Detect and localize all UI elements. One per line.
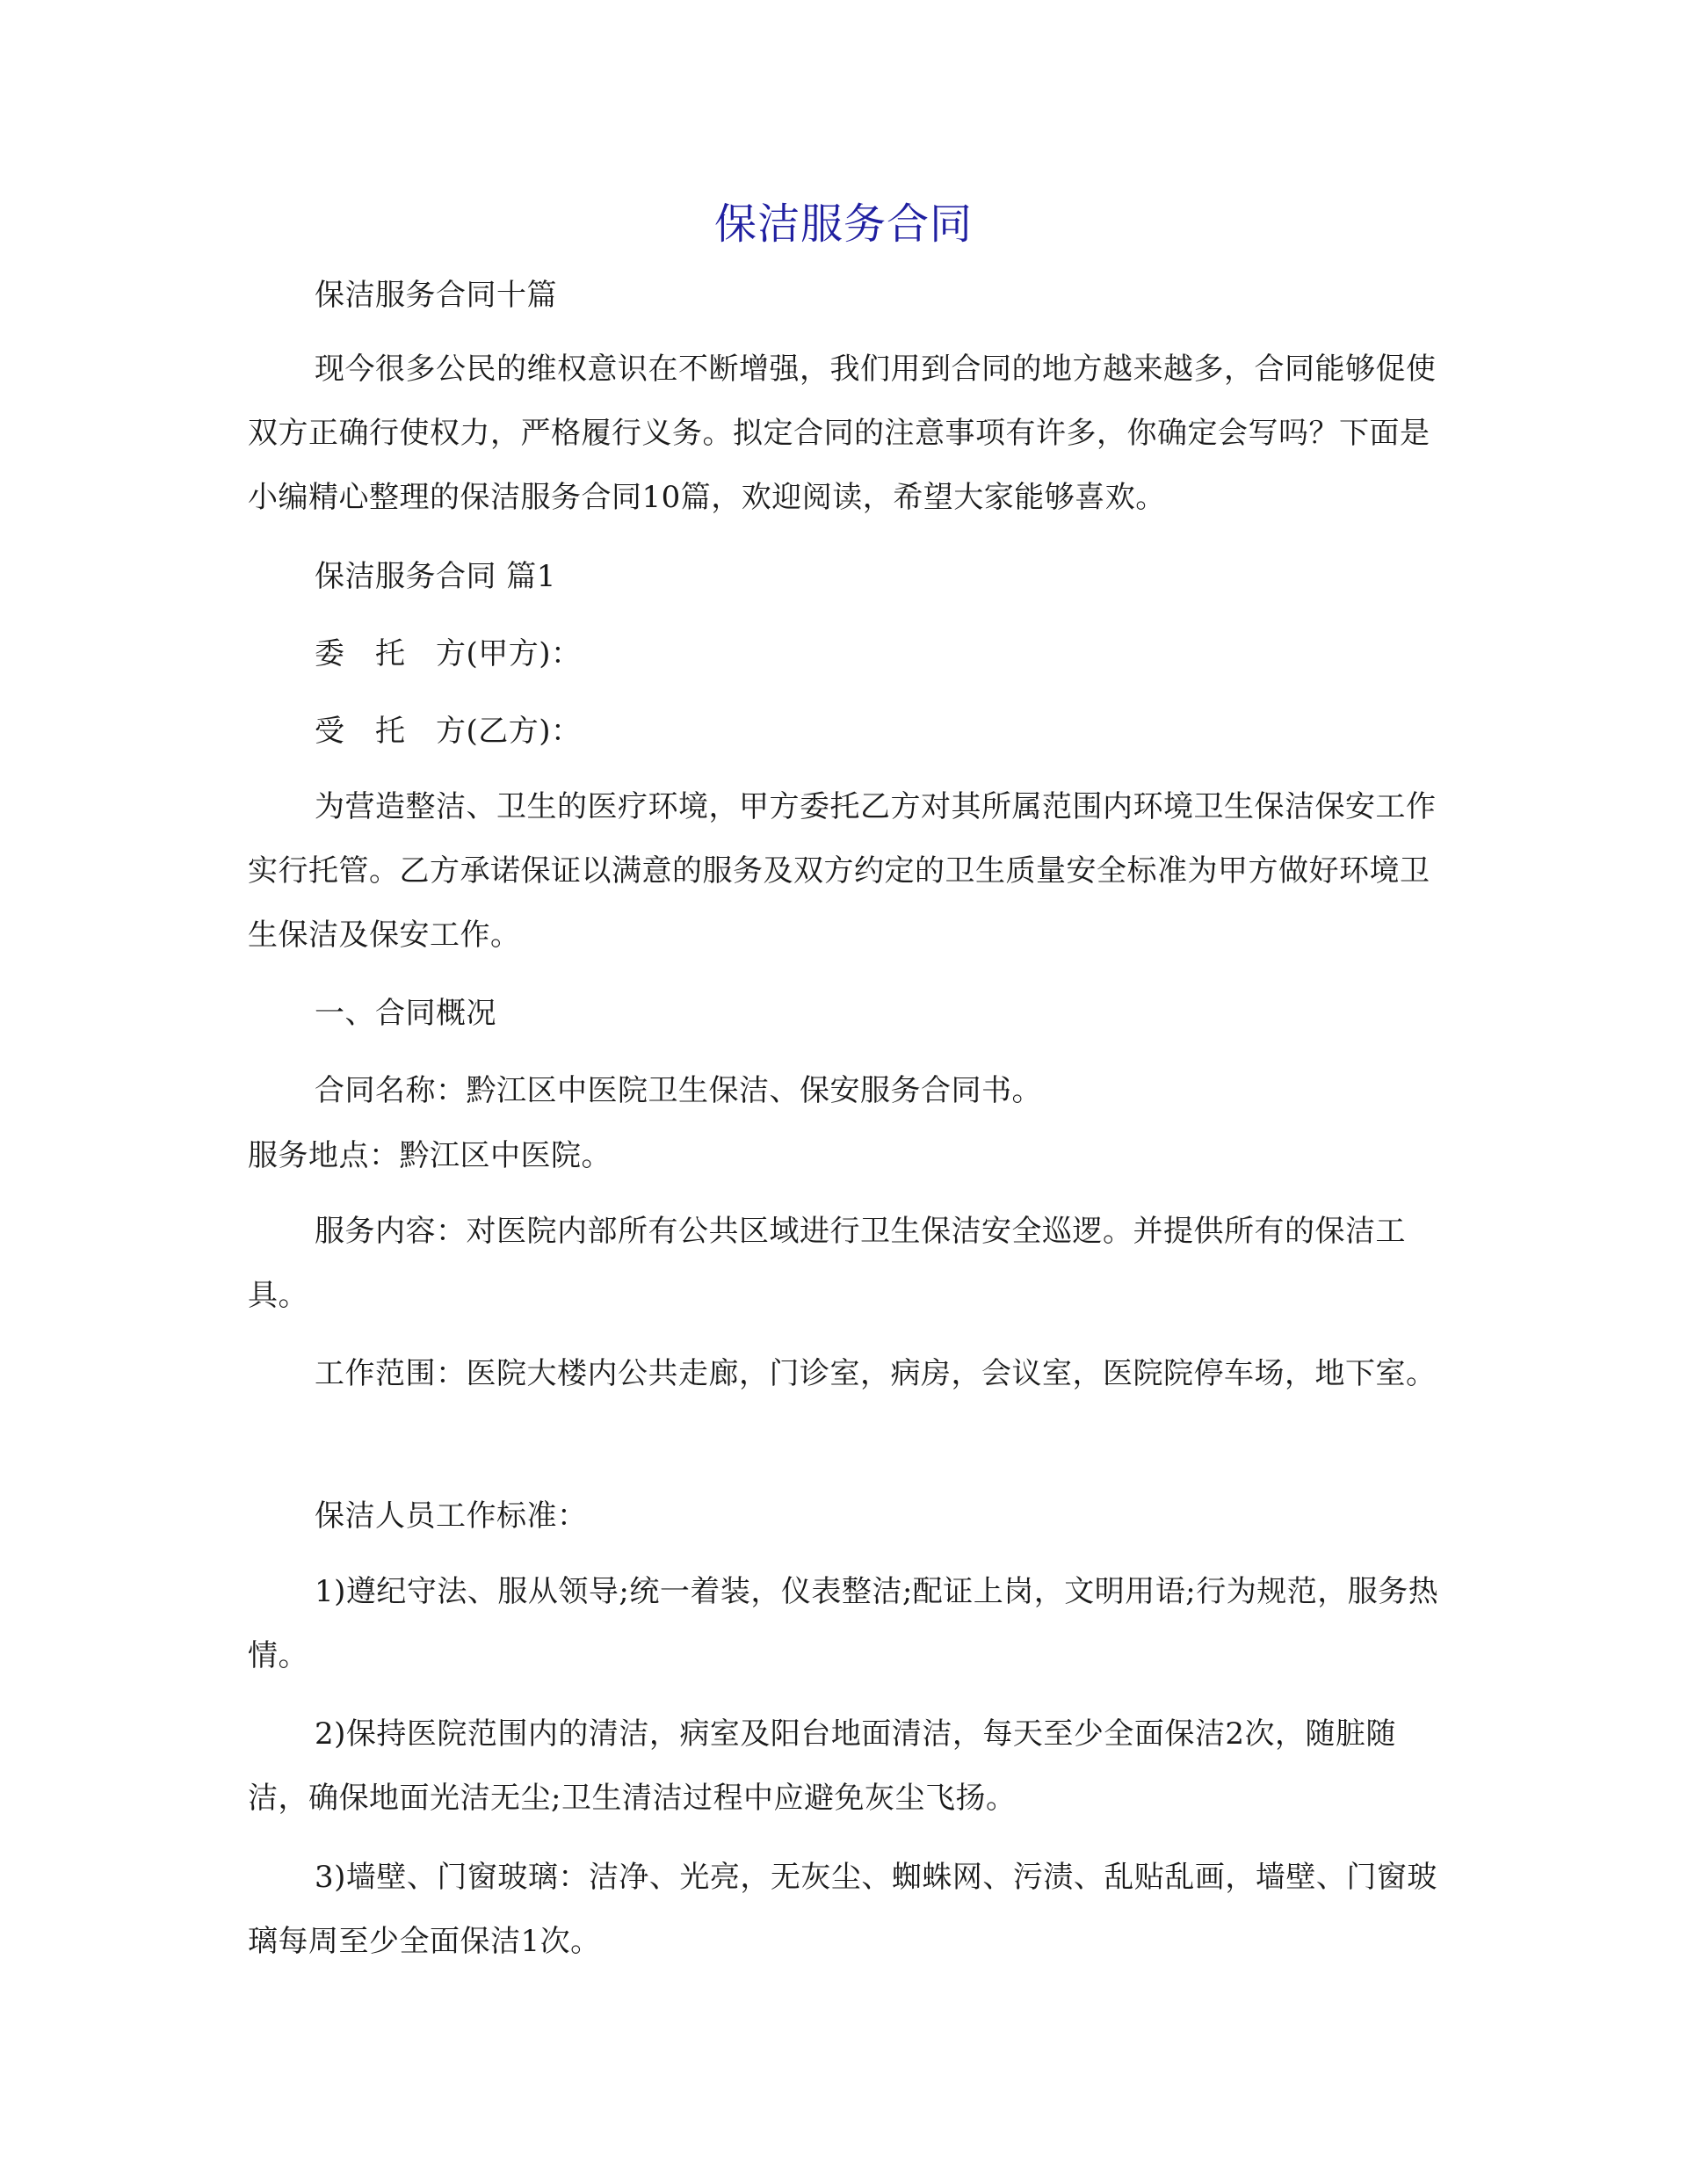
purpose-paragraph: 为营造整洁、卫生的医疗环境，甲方委托乙方对其所属范围内环境卫生保洁保安工作实行托管。乙方承诺保证以满意的服务及双方约定的卫生质量安全标准为甲方做好环境卫生保洁及保安工作。 [248, 789, 1437, 953]
party-a-line: 委 托 方(甲方)： [315, 636, 582, 671]
service-location-line: 服务地点：黔江区中医院。 [248, 1138, 612, 1173]
standard-item-2: 2)保持医院范围内的清洁，病室及阳台地面清洁，每天至少全面保洁2次，随脏随洁，确保地面光洁无尘;卫生清洁过程中应避免灰尘飞扬。 [248, 1716, 1397, 1816]
party-b-line: 受 托 方(乙方)： [315, 714, 582, 749]
section-heading-overview: 一、合同概况 [315, 996, 496, 1031]
subtitle-paragraph: 保洁服务合同十篇 [315, 278, 557, 313]
cleaning-standard-heading: 保洁人员工作标准： [315, 1498, 588, 1534]
document-title: 保洁服务合同 [713, 200, 973, 249]
section-heading-part1: 保洁服务合同 篇1 [315, 559, 556, 594]
work-scope-paragraph: 工作范围：医院大楼内公共走廊，门诊室，病房，会议室，医院院停车场，地下室。 [315, 1356, 1437, 1391]
standard-item-3: 3)墙壁、门窗玻璃：洁净、光亮，无灰尘、蜘蛛网、污渍、乱贴乱画，墙壁、门窗玻璃每周至少全面保洁1次。 [248, 1860, 1437, 1959]
service-content-paragraph: 服务内容：对医院内部所有公共区域进行卫生保洁安全巡逻。并提供所有的保洁工具。 [248, 1214, 1406, 1313]
intro-paragraph: 现今很多公民的维权意识在不断增强，我们用到合同的地方越来越多，合同能够促使双方正确行使权力，严格履行义务。拟定合同的注意事项有许多，你确定会写吗？下面是小编精心整理的保洁服务合同10篇，欢迎阅读，希望大家能够喜欢。 [248, 352, 1437, 515]
contract-name-line: 合同名称：黔江区中医院卫生保洁、保安服务合同书。 [315, 1073, 1042, 1108]
standard-item-1: 1)遵纪守法、服从领导;统一着装，仪表整洁;配证上岗，文明用语;行为规范，服务热情。 [248, 1574, 1439, 1673]
